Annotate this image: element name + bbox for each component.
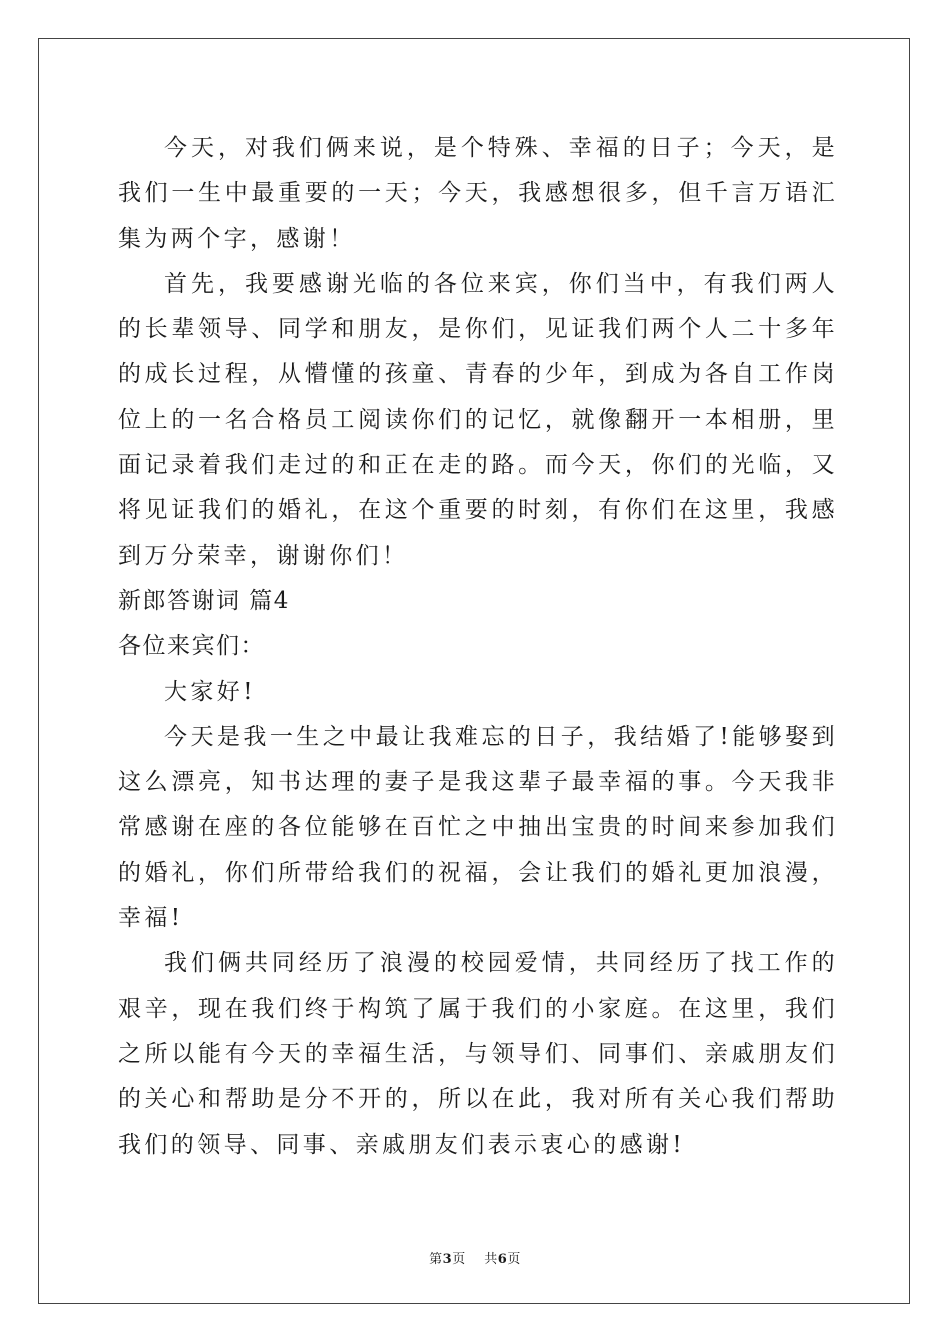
paragraph-gratitude: 我们俩共同经历了浪漫的校园爱情，共同经历了找工作的艰辛，现在我们终于构筑了属于我们的小家庭。在这里，我们之所以能有今天的幸福生活，与领导们、同事们、亲戚朋友们的关心和帮助是分不开的，所以在此，我对所有关心我们帮助我们的领导、同事、亲戚朋友们表示衷心的感谢! [118, 950, 838, 1158]
page-number: 3 [442, 1252, 453, 1267]
paragraph-thanks-intro: 今天，对我们俩来说，是个特殊、幸福的日子；今天，是我们一生中最重要的一天；今天，我感想很多，但千言万语汇集为两个字，感谢！ [118, 135, 838, 252]
total-pages: 6 [497, 1252, 508, 1267]
page-suffix: 页 [452, 1252, 466, 1267]
section-title: 新郎答谢词 篇4 [118, 587, 290, 614]
total-prefix: 共 [484, 1252, 498, 1267]
page-prefix: 第 [429, 1252, 443, 1267]
salutation: 各位来宾们： [118, 633, 265, 660]
greeting: 大家好! [164, 678, 256, 705]
total-suffix: 页 [507, 1252, 521, 1267]
paragraph-wedding-day: 今天是我一生之中最让我难忘的日子，我结婚了!能够娶到这么漂亮，知书达理的妻子是我这辈子最幸福的事。今天我非常感谢在座的各位能够在百忙之中抽出宝贵的时间来参加我们的婚礼，你们所带给我们的祝福，会让我们的婚礼更加浪漫，幸福! [118, 723, 838, 932]
document-body [118, 126, 838, 1168]
paragraph-thanks-guests: 首先，我要感谢光临的各位来宾，你们当中，有我们两人的长辈领导、同学和朋友，是你们，见证我们两个人二十多年的成长过程，从懵懂的孩童、青春的少年，到成为各自工作岗位上的一名合格员工阅读你们的记忆，就像翻开一本相册，里面记录着我们走过的和正在走的路。而今天，你们的光临，又将见证我们的婚礼，在这个重要的时刻，有你们在这里，我感到万分荣幸，谢谢你们！ [118, 270, 838, 569]
page-footer [0, 1248, 950, 1267]
